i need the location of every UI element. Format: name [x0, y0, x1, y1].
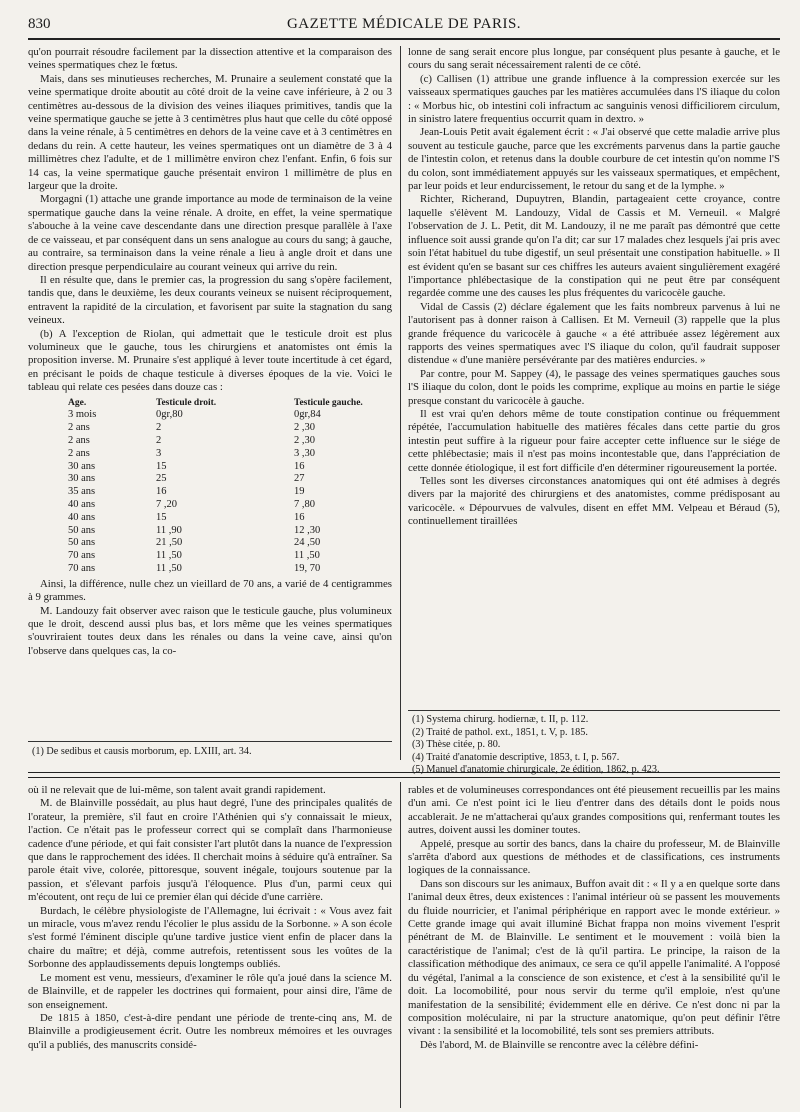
cell-left: 19: [294, 486, 305, 498]
table-row: [28, 473, 367, 486]
footnote-rule: [28, 741, 392, 742]
table-row: [28, 422, 367, 435]
paragraph: Burdach, le célèbre physiologiste de l'Allemagne, lui écrivait : « Vous avez fait un miracle, vous m'avez rendu l'écolier le plus assidu de la Sorbonne. » A son école s'est formé l'éminent disciple qu'une tardive justice vient enfin de placer dans la chaire du maître; et déjà, comme autrefois, retentissent sous les voûtes de la Sorbonne des applaudissements depuis longtemps oubliés.: [28, 904, 392, 971]
cell-age: 30 ans: [68, 473, 96, 485]
paragraph: Mais, dans ses minutieuses recherches, M. Prunaire a seulement constaté que la veine spermatique droite aboutit au côté droit de la veine cave inférieure, à 2 ou 3 centimètres au-dessous de la division des veines iliaques primitives, tandis que la veine spermatique gauche se jette à 3 centimètres plus haut que celle du côté opposé dans la veine rénale, à 5 centimètres en dehors de la veine cave et à 3 centimètres en dedans du rein. A cette hauteur, les veines spermatiques ont un diamètre de 3 à 4 millimètres chez l'adulte, et de 1 millimètre environ chez l'enfant. Enfin, 6 fois sur 14 cas, la veine spermatique gauche présentait environ 1 millimètre de plus en largeur que la droite.: [28, 72, 392, 193]
right-footnotes: [412, 714, 780, 777]
cell-left: 7 ,80: [294, 498, 315, 510]
cell-right: 16: [156, 486, 167, 498]
paragraph: Dès l'abord, M. de Blainville se rencontre avec la célèbre défini-: [420, 1038, 699, 1051]
lower-left-column: [28, 784, 392, 1108]
upper-left-column: [28, 46, 392, 736]
cell-left: 2 ,30: [294, 434, 315, 446]
cell-age: 2 ans: [68, 422, 90, 434]
footnote-rule: [408, 710, 780, 711]
table-row: [28, 448, 367, 461]
column-divider: [400, 46, 401, 760]
cell-age: 3 mois: [68, 409, 97, 421]
table-row: [28, 550, 367, 563]
cell-left: 0gr,84: [294, 409, 321, 421]
footnote: (1) De sedibus et causis morborum, ep. LXIII, art. 34.: [32, 746, 252, 757]
table-row: [28, 486, 367, 499]
paragraph: (c) Callisen (1) attribue une grande influence à la compression exercée sur les vaisseaux spermatiques gauches par les matières accumulées dans l'S iliaque du colon : « Morbus hic, ob intestini coli infractum ac sanguinis venosi difficiliorem circulum, in sinistro latere frequentius occurrit quam in dextro. »: [408, 72, 780, 126]
column-header-age: Age.: [68, 397, 87, 408]
paragraph: Telles sont les diverses circonstances anatomiques qui ont été admises à degrés divers par la majorité des chirurgiens et des anatomistes, comme prédisposant au varicocèle. « Dépourvues de valvules, disent en effet MM. Velpeau et Béraud (5), continuellement tiraillées: [408, 475, 780, 528]
cell-age: 50 ans: [68, 537, 96, 549]
cell-right: 0gr,80: [156, 409, 183, 421]
page-number: 830: [28, 16, 51, 32]
cell-right: 11 ,50: [156, 550, 182, 562]
paragraph: Ainsi, la différence, nulle chez un vieillard de 70 ans, a varié de 4 centigrammes à 9 grammes.: [28, 577, 392, 604]
section-separator: [28, 772, 780, 778]
paragraph: Le moment est venu, messieurs, d'examiner le rôle qu'a joué dans la science M. de Blainville, et de rappeler les doctrines qui formaient, pour ainsi dire, l'âme de son enseignement.: [28, 971, 392, 1011]
paragraph: qu'on pourrait résoudre facilement par la dissection attentive et la comparaison des veines spermatiques chez le fœtus.: [28, 46, 392, 72]
cell-right: 15: [156, 511, 167, 523]
column-header-left-testicle: Testicule gauche.: [294, 397, 363, 408]
footnote: (3) Thèse citée, p. 80.: [412, 739, 501, 751]
table-row: [28, 537, 367, 550]
table-row: [28, 563, 367, 576]
footnote: (1) Systema chirurg. hodiernæ, t. II, p. 112.: [412, 714, 589, 725]
cell-age: 40 ans: [68, 511, 96, 523]
page-header: [28, 14, 780, 40]
cell-left: 3 ,30: [294, 447, 315, 459]
paragraph: Vidal de Cassis (2) déclare également que les faits nombreux parvenus à lui ne l'autorisent pas à donner raison à Callisen. Et M. Verneuil (3) rappelle que la plus grande fréquence du varicocèle à gauche « a été attribuée assez légèrement aux rapports des veines spermatiques avec l'S iliaque du colon, qu'il faudrait supposer distendue « d'une manière persévérante par des matières endurcies. »: [408, 300, 780, 367]
paragraph: où il ne relevait que de lui-même, son talent avait grandi rapidement.: [28, 784, 326, 796]
cell-right: 2: [156, 422, 162, 434]
cell-age: 2 ans: [68, 447, 90, 459]
footnote: (2) Traité de pathol. ext., 1851, t. V, p. 185.: [412, 726, 588, 738]
paragraph: M. de Blainville possédait, au plus haut degré, l'une des principales qualités de l'orateur, la première, s'il faut en croire l'Athénien qui s'y connaissait le mieux, l'action. Ce n'était pas le professeur correct qui se complaît dans l'harmonieuse cadence d'une période, et qui fait consister l'art plutôt dans la nuance de l'expression que dans le rapprochement des idées. Il cherchait moins à séduire qu'à entraîner. Sa parole était vive, colorée, pittoresque, souvent inégale, toujours soutenue par la passion, et s'élevant parfois jusqu'à l'éloquence. Plus d'un, parmi ceux qui m'écoutent, ont reçu de lui ce premier élan qui décide d'une carrière.: [28, 797, 392, 904]
paragraph: Dans son discours sur les animaux, Buffon avait dit : « Il y a en quelque sorte dans l'animal deux êtres, deux existences : l'animal intérieur où se passent les mouvements du fluide nourricier, et l'animal périphérique en rapport avec le monde extérieur. » Cette grande image qui avait illuminé Bichat frappa non moins vivement l'esprit pénétrant de M. de Blainville. Le sentiment et le mouvement : voilà bien la caractéristique de l'animal; c'est de là qu'il partira. Le principe, la raison de la classification méthodique des animaux, ce sera ce qu'il appelle l'animalité. A l'opposé du végétal, l'animal a la conscience de son existence, et c'est à la sensibilité qu'il le doit. La locomobilité, pour nous servir du terme qu'il emploie, n'est qu'une manifestation de la sensibilité; évidemment elle en dérive. Ce n'est donc ni par la composition moléculaire, ni par la structure anatomique, qu'on peut définir l'être vivant : la sensibilité et la locomobilité, tels sont ses premiers attributs.: [408, 877, 780, 1038]
cell-age: 2 ans: [68, 434, 90, 446]
table-row: [28, 435, 367, 448]
cell-left: 11 ,50: [294, 550, 320, 562]
cell-left: 24 ,50: [294, 537, 321, 549]
cell-age: 50 ans: [68, 524, 96, 536]
paragraph: Jean-Louis Petit avait également écrit : « J'ai observé que cette maladie arrive plus souvent au testicule gauche, parce que les excréments parvenus dans la partie gauche de l'intestin colon, et retenus dans la double courbure de cet intestin qu'on nomme l'S du colon, sont immédiatement appuyés sur les vaisseaux spermatiques, et empêchent, par leur poids et leur endurcissement, le retour du sang et de la lymphe. »: [408, 126, 780, 193]
paragraph: M. Landouzy fait observer avec raison que le testicule gauche, plus volumineux que le droit, descend aussi plus bas, et lors même que les veines spermatiques s'ouvriraient toutes deux dans les rénales ou dans la veine cave, ainsi qu'on l'observe dans quelques cas, la co-: [28, 604, 392, 657]
cell-right: 15: [156, 460, 167, 472]
cell-age: 35 ans: [68, 486, 96, 498]
cell-right: 7 ,20: [156, 498, 177, 510]
running-head: GAZETTE MÉDICALE DE PARIS.: [286, 16, 522, 32]
cell-right: 11 ,90: [156, 524, 182, 536]
upper-right-column: [408, 46, 780, 706]
left-footnotes: [32, 746, 392, 759]
table-row: [28, 512, 367, 525]
cell-right: 21 ,50: [156, 537, 183, 549]
testicle-weight-table: [28, 397, 367, 576]
cell-age: 30 ans: [68, 460, 96, 472]
table-row: [28, 499, 367, 512]
cell-left: 12 ,30: [294, 524, 321, 536]
cell-left: 27: [294, 473, 305, 485]
cell-right: 11 ,50: [156, 562, 182, 574]
cell-right: 2: [156, 434, 162, 446]
table-row: [28, 409, 367, 422]
paragraph: Richter, Richerand, Dupuytren, Blandin, partageaient cette croyance, contre laquelle s'élèvent M. Landouzy, Vidal de Cassis et M. Verneuil. « Malgré l'observation de J. L. Petit, dit M. Landouzy, il ne me paraît pas démontré que cette influence soit aussi grande qu'on l'a dit; car sur 17 malades chez lesquels j'ai pris avec soin l'état habituel du tube digestif, un seul présentait une constipation habituelle. » Il est évident qu'en se basant sur ces chiffres les auteurs avaient singulièrement exagéré l'importance phlébectasique de la constipation qui ne peut être par conséquent regardée comme une des causes les plus fréquentes du varicocèle gauche.: [408, 193, 780, 300]
paragraph: Par contre, pour M. Sappey (4), le passage des veines spermatiques gauches sous l'S iliaque du colon, dont le poids les comprime, explique au moins en partie le siége presque constant du varicocèle à gauche.: [408, 367, 780, 407]
table-header-row: [28, 397, 367, 410]
paragraph: Il est vrai qu'en dehors même de toute constipation continue ou fréquemment répétée, l'accumulation habituelle des matières fécales dans cette partie du gros intestin peut suffire à la rigueur pour faire accepter cette influence sur le siége de cette phlébectasie; mais il n'est pas moins incontestable que, dans l'appréciation de cette donnée étiologique, il est fort difficile d'en déterminer rigoureusement la portée.: [408, 407, 780, 474]
cell-age: 70 ans: [68, 550, 96, 562]
cell-left: 16: [294, 511, 305, 523]
paragraph: rables et de volumineuses correspondances ont été pieusement recueillis par les mains d'un ami. Ce n'est point ici le lieu d'entrer dans des détails dont le poids nous accablerait. Je ne m'attacherai qu'aux grandes compositions qui, renfermant toutes les autres, doivent aussi les dominer toutes.: [408, 784, 780, 837]
cell-age: 40 ans: [68, 498, 96, 510]
paragraph: (b) A l'exception de Riolan, qui admettait que le testicule droit est plus volumineux que le gauche, tous les chirurgiens et anatomistes ont émis la proposition inverse. M. Prunaire s'est appliqué à lever toute incertitude à cet égard, en précisant le poids de chaque testicule à diverses époques de la vie. Voici le tableau qui relate ces pesées dans douze cas :: [28, 327, 392, 394]
lower-right-column: [408, 784, 780, 1108]
paragraph: Morgagni (1) attache une grande importance au mode de terminaison de la veine spermatique gauche dans la veine rénale. A droite, en effet, la veine spermatique s'abouche à la veine cave descendante dans une direction presque parallèle à l'axe de ce vaisseau, et par conséquent dans un sens analogue au cours du sang; à gauche, au contraire, sa terminaison dans la veine rénale a lieu à angle droit et dans une direction presque perpendiculaire au courant veineux qui arrive du rein.: [28, 193, 392, 273]
table-row: [28, 525, 367, 538]
footnote: (5) Manuel d'anatomie chirurgicale, 2e édition, 1862, p. 423.: [412, 764, 660, 776]
footnote: (4) Traité d'anatomie descriptive, 1853, t. I, p. 567.: [412, 751, 620, 763]
cell-left: 19, 70: [294, 562, 321, 574]
table-row: [28, 461, 367, 474]
paragraph: Appelé, presque au sortir des bancs, dans la chaire du professeur, M. de Blainville s'arrêta d'abord aux questions de méthodes et de classifications, ces instruments logiques de la connaissance.: [408, 837, 780, 877]
cell-left: 16: [294, 460, 305, 472]
cell-age: 70 ans: [68, 562, 96, 574]
cell-right: 3: [156, 447, 162, 459]
cell-left: 2 ,30: [294, 422, 315, 434]
cell-right: 25: [156, 473, 167, 485]
paragraph: Il en résulte que, dans le premier cas, la progression du sang s'opère facilement, tandis que, dans le deuxième, les deux courants veineux se nuisent réciproquement, entravent la rapidité de la circulation, et favorisent par suite la stagnation du sang veineux.: [28, 273, 392, 327]
column-header-right-testicle: Testicule droit.: [156, 397, 217, 408]
column-divider: [400, 782, 401, 1108]
paragraph: lonne de sang serait encore plus longue, par conséquent plus pesante à gauche, et le cours du sang serait nécessairement ralenti de ce côté.: [408, 46, 780, 72]
paragraph: De 1815 à 1850, c'est-à-dire pendant une période de trente-cinq ans, M. de Blainville a prodigieusement écrit. Outre les nombreux mémoires et les ouvrages qu'il a publiés, des manuscrits considé-: [28, 1011, 392, 1051]
